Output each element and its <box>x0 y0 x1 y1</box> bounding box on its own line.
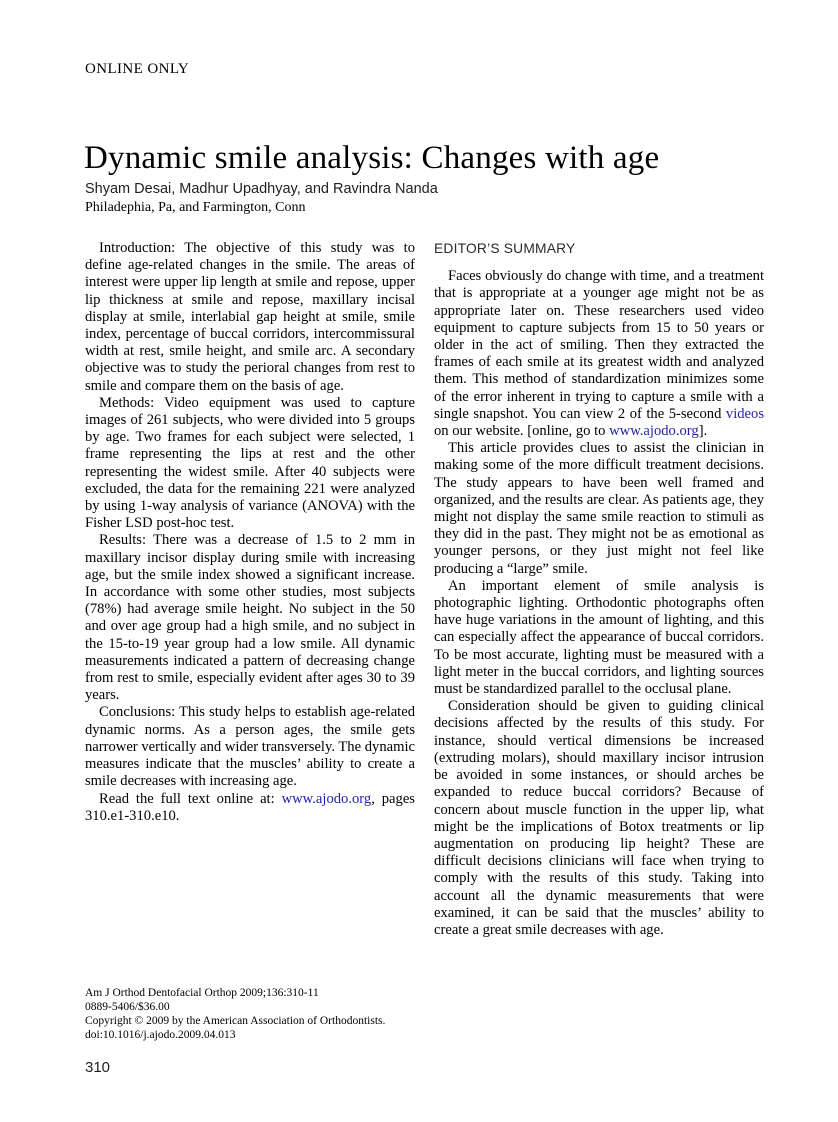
abstract-paragraph-introduction: Introduction: The objective of this study was to define age-related changes in the smile. The areas of interest were upper lip length at smile and repose, upper lip thickness at smile and repose, maxillary incisal display at smile, interlabial gap height at smile, smile index, percentage of buccal corridors, intercommissural width at rest, smile height, and smile arc. A secondary objective was to study the perioral changes from rest to smile and compare them on the basis of age. <box>85 240 415 394</box>
authors-line: Shyam Desai, Madhur Upadhyay, and Ravindra Nanda <box>85 181 438 197</box>
copyright-line: Copyright © 2009 by the American Association of Orthodontists. <box>85 1015 386 1027</box>
summary-paragraph-4: Consideration should be given to guiding clinical decisions affected by the results of this study. For instance, should vertical dimensions be increased (extruding molars), should maxillary incisor intrusion be avoided in some instances, or should arches be expanded to reduce buccal corridors? Because of concern about muscle function in the upper lip, what might be the implications of Botox treatments or lip augmentation on producing lip height? These are difficult decisions clinicians will face when trying to comply with the results of this study. Taking into account all the dynamic measurements that were examined, it can be said that the muscles’ ability to create a great smile decreases with age. <box>434 698 764 938</box>
ajodo-website-link-2[interactable]: www.ajodo.org <box>609 423 699 440</box>
page-number: 310 <box>85 1059 111 1076</box>
videos-link[interactable]: videos <box>725 405 764 422</box>
abstract-paragraph-conclusions: Conclusions: This study helps to establish age-related dynamic norms. As a person ages, the smile gets narrower vertically and wider transversely. The dynamic measures indicate that the muscles’ ability to create a smile decreases with increasing age. <box>85 704 415 790</box>
summary-paragraph-1 <box>434 268 764 440</box>
read-online-text: Read the full text online at: <box>99 790 282 807</box>
article-type-label: ONLINE ONLY <box>85 61 190 77</box>
ajodo-website-link[interactable]: www.ajodo.org <box>281 790 372 807</box>
read-online-pages-text: , pages 310.e1-310.e10. <box>85 790 415 824</box>
read-online-paragraph <box>85 791 415 825</box>
abstract-column <box>85 240 415 939</box>
summary-paragraph-1-text: Faces obviously do change with time, and a treatment that is appropriate at a younger age might not be as appropriate later on. These researchers used video equipment to capture subjects from 15 to 50 years or older in the act of smiling. Then they extracted the frames of each smile at its greatest width and analyzed them. This method of standardization minimizes some of the error inherent in trying to capture a smile with a single snapshot. You can view 2 of the 5-second <box>434 268 764 422</box>
issn-price-line: 0889-5406/$36.00 <box>85 1001 170 1013</box>
doi-line: doi:10.1016/j.ajodo.2009.04.013 <box>85 1029 236 1041</box>
affiliation-line: Philadephia, Pa, and Farmington, Conn <box>85 200 306 215</box>
editors-summary-column <box>434 240 764 939</box>
summary-paragraph-1-mid-text: on our website. [online, go to <box>434 423 610 440</box>
abstract-paragraph-results: Results: There was a decrease of 1.5 to 2 mm in maxillary incisor display during smile with increasing age, but the smile index showed a significant increase. In accordance with some other studies, most subjects (78%) had average smile height. No subject in the 50 and over age group had a high smile, and no subject in the 15-to-19 year group had a low smile. All dynamic measurements indicated a pattern of decreasing change from rest to smile, especially evident after ages 30 to 39 years. <box>85 532 415 704</box>
article-footer <box>85 986 385 1042</box>
summary-paragraph-1-end-text: ]. <box>698 423 708 440</box>
editors-summary-heading: EDITOR’S SUMMARY <box>434 241 576 256</box>
abstract-paragraph-methods: Methods: Video equipment was used to capture images of 261 subjects, who were divided into 5 groups by age. Two frames for each subject were selected, 1 frame representing the lips at rest and the other representing the widest smile. After 40 subjects were excluded, the data for the remaining 221 were analyzed by using 1-way analysis of variance (ANOVA) with the Fisher LSD post-hoc test. <box>85 394 415 532</box>
article-title: Dynamic smile analysis: Changes with age <box>84 140 660 177</box>
two-column-body <box>85 240 764 939</box>
summary-paragraph-3: An important element of smile analysis is photographic lighting. Orthodontic photographs often have huge variations in the amount of lighting, and this can especially affect the appearance of buccal corridors. To be most accurate, lighting must be measured with a light meter in the buccal corridors, and lighting sources must be standardized parallel to the occlusal plane. <box>434 577 764 698</box>
summary-paragraph-2: This article provides clues to assist the clinician in making some of the more difficult treatment decisions. The study appears to have been well framed and organized, and the results are clear. As patients age, they might not display the same smile reaction to stimuli as they did in the past. They might not be as emotional as younger persons, or they just might not feel like producing a “large” smile. <box>434 440 764 577</box>
citation-line: Am J Orthod Dentofacial Orthop 2009;136:310-11 <box>85 987 319 999</box>
